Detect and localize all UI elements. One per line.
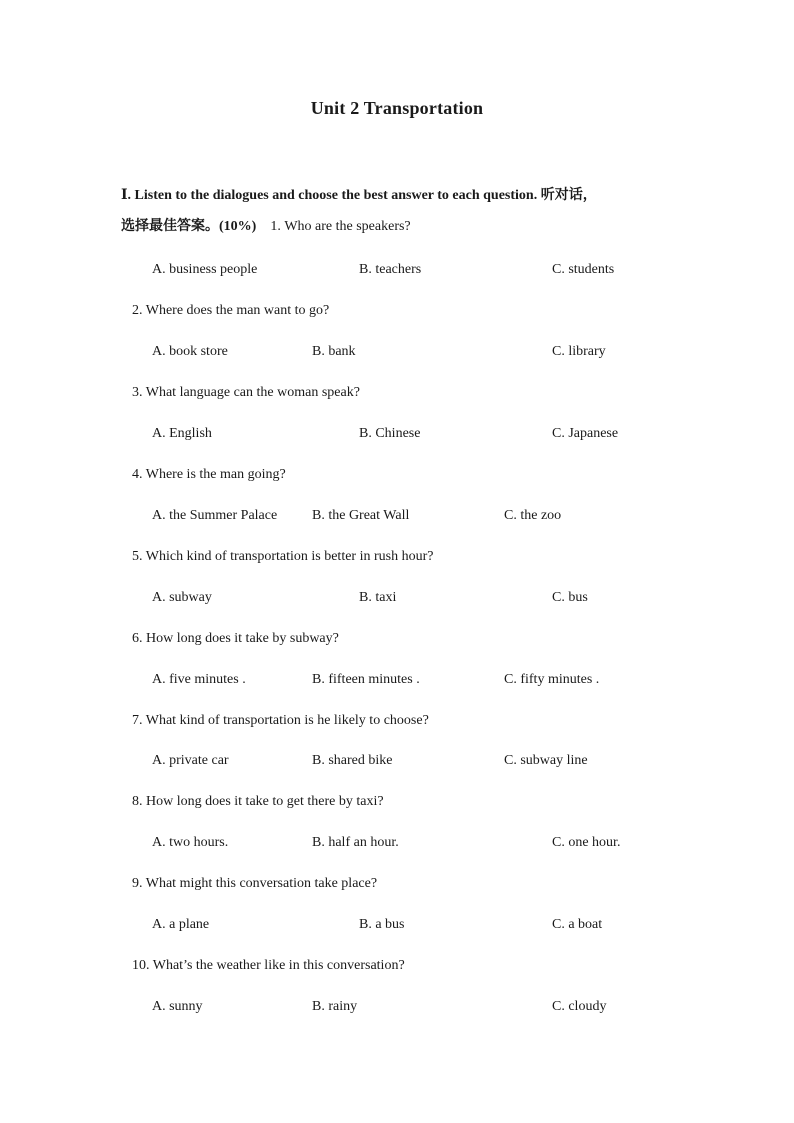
option-a: A. book store — [152, 344, 228, 359]
option-c: C. subway line — [504, 753, 588, 768]
option-b: B. the Great Wall — [312, 508, 410, 523]
section-heading-percent: 选择最佳答案。(10%) — [121, 219, 257, 234]
option-a: A. private car — [152, 753, 229, 768]
option-a: A. sunny — [152, 999, 203, 1014]
question-text: 4. Where is the man going? — [132, 467, 286, 482]
option-c: C. fifty minutes . — [504, 672, 600, 687]
option-c: C. a boat — [552, 917, 603, 932]
option-c: C. one hour. — [552, 835, 621, 850]
option-c: C. the zoo — [504, 508, 562, 523]
question-text: 10. What’s the weather like in this conversation? — [132, 958, 405, 973]
option-a: A. English — [152, 426, 212, 441]
section-heading-line1 — [121, 187, 597, 205]
question-text: 3. What language can the woman speak? — [132, 385, 360, 400]
option-b: B. a bus — [359, 917, 405, 932]
option-c: C. Japanese — [552, 426, 619, 441]
section-heading-text: Ⅰ. Listen to the dialogues and choose the best answer to each question. 听对话， — [121, 188, 597, 203]
option-a: A. two hours. — [152, 835, 229, 850]
page-title: Unit 2 Transportation — [310, 98, 484, 118]
option-b: B. shared bike — [312, 753, 393, 768]
option-b: B. teachers — [359, 262, 422, 277]
question-text: 8. How long does it take to get there by taxi? — [132, 794, 384, 809]
option-c: C. students — [552, 262, 615, 277]
option-a: A. subway — [152, 590, 212, 605]
option-a: A. business people — [152, 262, 258, 277]
section-heading-line2 — [121, 218, 411, 236]
option-b: B. fifteen minutes . — [312, 672, 420, 687]
option-a: A. the Summer Palace — [152, 508, 278, 523]
option-b: B. half an hour. — [312, 835, 399, 850]
option-b: B. taxi — [359, 590, 397, 605]
option-b: B. rainy — [312, 999, 358, 1014]
option-c: C. library — [552, 344, 606, 359]
question-text: 9. What might this conversation take place? — [132, 876, 378, 891]
question-text: 5. Which kind of transportation is better in rush hour? — [132, 549, 434, 564]
option-c: C. cloudy — [552, 999, 607, 1014]
option-a: A. five minutes . — [152, 672, 246, 687]
question-text: 2. Where does the man want to go? — [132, 303, 330, 318]
option-b: B. Chinese — [359, 426, 421, 441]
option-a: A. a plane — [152, 917, 210, 932]
option-c: C. bus — [552, 590, 588, 605]
option-b: B. bank — [312, 344, 356, 359]
question-text: 6. How long does it take by subway? — [132, 631, 339, 646]
question-text: 7. What kind of transportation is he likely to choose? — [132, 713, 429, 728]
question-text: 1. Who are the speakers? — [270, 219, 411, 234]
